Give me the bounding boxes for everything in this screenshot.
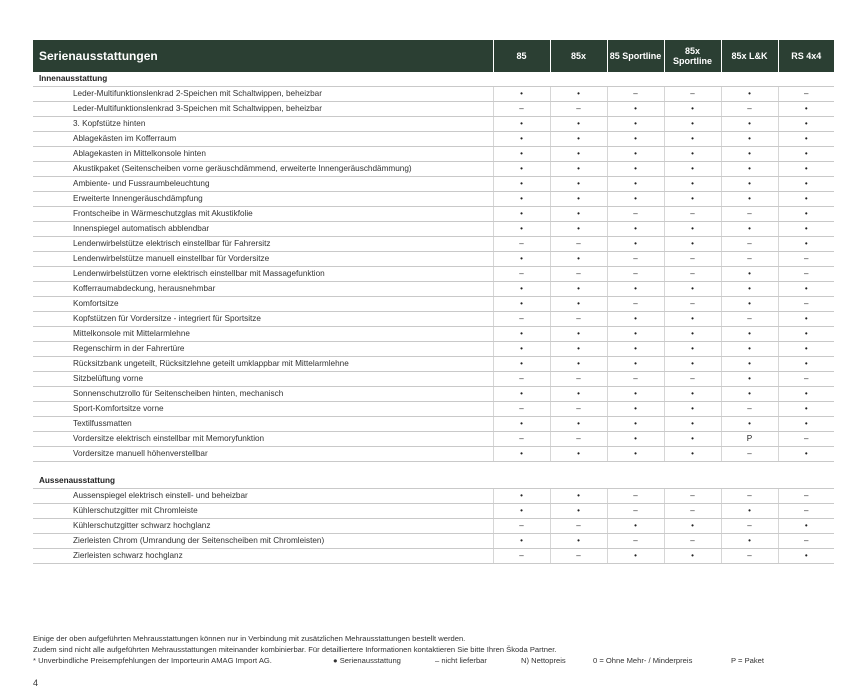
feature-label: Vordersitze elektrisch einstellbar mit Memoryfunktion [33, 432, 493, 447]
footer-note: Zudem sind nicht alle aufgeführten Mehrausstattungen miteinander kombinierbar. Für detailliertere Informationen kontaktieren Sie bitte Ihren Škoda Partner. [33, 645, 557, 654]
availability-cell: • [550, 192, 607, 207]
availability-cell: – [550, 402, 607, 417]
availability-cell: • [664, 132, 721, 147]
availability-cell: • [664, 282, 721, 297]
table-row [33, 252, 834, 267]
availability-cell: • [607, 432, 664, 447]
feature-label: Ablagekasten in Mittelkonsole hinten [33, 147, 493, 162]
availability-cell: • [493, 147, 550, 162]
model-header: 85x [550, 40, 607, 72]
model-header: 85x Sportline [664, 40, 721, 72]
availability-cell: – [607, 489, 664, 504]
availability-cell: – [664, 534, 721, 549]
availability-cell: • [721, 327, 778, 342]
availability-cell: • [607, 312, 664, 327]
feature-label: Textilfussmatten [33, 417, 493, 432]
table-row [33, 549, 834, 564]
equipment-table [33, 40, 834, 564]
feature-label: Lendenwirbelstütze manuell einstellbar für Vordersitze [33, 252, 493, 267]
availability-cell: – [607, 297, 664, 312]
availability-cell: • [778, 447, 834, 462]
model-header: 85 Sportline [607, 40, 664, 72]
availability-cell: – [721, 207, 778, 222]
availability-cell: – [664, 489, 721, 504]
spacer-cell [33, 462, 834, 475]
table-row [33, 117, 834, 132]
availability-cell: • [607, 447, 664, 462]
availability-cell: – [493, 102, 550, 117]
footer-notes [33, 633, 853, 666]
model-header: 85x L&K [721, 40, 778, 72]
availability-cell: • [550, 387, 607, 402]
availability-cell: – [664, 267, 721, 282]
feature-label: Ablagekästen im Kofferraum [33, 132, 493, 147]
availability-cell: • [664, 357, 721, 372]
feature-label: Komfortsitze [33, 297, 493, 312]
feature-label: Sonnenschutzrollo für Seitenscheiben hinten, mechanisch [33, 387, 493, 402]
availability-cell: • [721, 282, 778, 297]
availability-cell: – [607, 207, 664, 222]
feature-label: Zierleisten schwarz hochglanz [33, 549, 493, 564]
legend-item: P = Paket [731, 656, 765, 665]
availability-cell: – [493, 402, 550, 417]
availability-cell: • [721, 87, 778, 102]
table-row [33, 207, 834, 222]
availability-cell: • [550, 147, 607, 162]
model-header: 85 [493, 40, 550, 72]
availability-cell: – [778, 297, 834, 312]
availability-cell: – [721, 402, 778, 417]
availability-cell: – [721, 447, 778, 462]
feature-label: Mittelkonsole mit Mittelarmlehne [33, 327, 493, 342]
availability-cell: – [493, 372, 550, 387]
feature-label: Aussenspiegel elektrisch einstell- und beheizbar [33, 489, 493, 504]
availability-cell: • [607, 132, 664, 147]
availability-cell: • [493, 417, 550, 432]
availability-cell: • [664, 177, 721, 192]
legend-item: * Unverbindliche Preisempfehlungen der Importeurin AMAG Import AG. [33, 656, 272, 665]
table-row [33, 417, 834, 432]
table-row [33, 342, 834, 357]
legend-item: N) Nettopreis [521, 656, 566, 665]
availability-cell: • [550, 327, 607, 342]
availability-cell: • [493, 327, 550, 342]
table-row [33, 504, 834, 519]
availability-cell: • [607, 102, 664, 117]
table-row [33, 534, 834, 549]
availability-cell: • [778, 327, 834, 342]
availability-cell: • [607, 519, 664, 534]
availability-cell: – [607, 534, 664, 549]
availability-cell: • [550, 342, 607, 357]
feature-label: Ambiente- und Fussraumbeleuchtung [33, 177, 493, 192]
section-spacer [33, 462, 834, 475]
legend-item: 0 = Ohne Mehr- / Minderpreis [593, 656, 693, 665]
availability-cell: • [721, 504, 778, 519]
availability-cell: • [721, 357, 778, 372]
table-row [33, 372, 834, 387]
table-row [33, 282, 834, 297]
availability-cell: – [721, 252, 778, 267]
table-row [33, 177, 834, 192]
availability-cell: P [721, 432, 778, 447]
availability-cell: – [493, 519, 550, 534]
availability-cell: • [550, 252, 607, 267]
feature-label: Innenspiegel automatisch abblendbar [33, 222, 493, 237]
availability-cell: • [778, 282, 834, 297]
availability-cell: • [778, 417, 834, 432]
availability-cell: – [607, 372, 664, 387]
availability-cell: – [550, 549, 607, 564]
availability-cell: – [550, 267, 607, 282]
table-row [33, 147, 834, 162]
availability-cell: – [778, 534, 834, 549]
availability-cell: • [607, 549, 664, 564]
availability-cell: • [493, 117, 550, 132]
availability-cell: – [550, 432, 607, 447]
availability-cell: • [721, 372, 778, 387]
availability-cell: • [778, 237, 834, 252]
availability-cell: • [721, 117, 778, 132]
availability-cell: • [607, 417, 664, 432]
availability-cell: – [778, 489, 834, 504]
table-row [33, 162, 834, 177]
availability-cell: • [550, 447, 607, 462]
availability-cell: • [721, 534, 778, 549]
availability-cell: • [664, 342, 721, 357]
availability-cell: – [721, 489, 778, 504]
table-row [33, 402, 834, 417]
section-title: Innenausstattung [33, 72, 834, 87]
availability-cell: – [493, 267, 550, 282]
availability-cell: • [721, 177, 778, 192]
legend-item: ● Serienausstattung [333, 656, 401, 665]
availability-cell: • [550, 297, 607, 312]
availability-cell: • [778, 192, 834, 207]
availability-cell: • [607, 327, 664, 342]
availability-cell: • [493, 342, 550, 357]
availability-cell: • [550, 132, 607, 147]
availability-cell: • [664, 117, 721, 132]
availability-cell: – [721, 549, 778, 564]
feature-label: Leder-Multifunktionslenkrad 3-Speichen mit Schaltwippen, beheizbar [33, 102, 493, 117]
availability-cell: • [550, 207, 607, 222]
availability-cell: – [721, 519, 778, 534]
availability-cell: • [721, 267, 778, 282]
availability-cell: – [778, 504, 834, 519]
availability-cell: • [721, 417, 778, 432]
availability-cell: • [493, 357, 550, 372]
availability-cell: • [664, 519, 721, 534]
availability-cell: • [664, 147, 721, 162]
table-header-row [33, 40, 834, 72]
availability-cell: • [550, 162, 607, 177]
table-row [33, 387, 834, 402]
feature-label: Lendenwirbelstütze elektrisch einstellbar für Fahrersitz [33, 237, 493, 252]
availability-cell: • [607, 237, 664, 252]
availability-cell: • [778, 342, 834, 357]
availability-cell: • [721, 342, 778, 357]
availability-cell: – [664, 252, 721, 267]
table-row [33, 297, 834, 312]
availability-cell: • [721, 162, 778, 177]
availability-cell: • [493, 252, 550, 267]
feature-label: Kofferraumabdeckung, herausnehmbar [33, 282, 493, 297]
availability-cell: • [778, 357, 834, 372]
availability-cell: • [493, 534, 550, 549]
feature-label: Regenschirm in der Fahrertüre [33, 342, 493, 357]
availability-cell: • [493, 162, 550, 177]
availability-cell: • [721, 132, 778, 147]
availability-cell: – [550, 519, 607, 534]
feature-label: Zierleisten Chrom (Umrandung der Seitenscheiben mit Chromleisten) [33, 534, 493, 549]
availability-cell: • [493, 282, 550, 297]
availability-cell: – [721, 102, 778, 117]
availability-cell: • [550, 417, 607, 432]
feature-label: Kühlerschutzgitter schwarz hochglanz [33, 519, 493, 534]
availability-cell: – [721, 312, 778, 327]
feature-label: Kopfstützen für Vordersitze - integriert für Sportsitze [33, 312, 493, 327]
availability-cell: – [778, 267, 834, 282]
availability-cell: – [721, 237, 778, 252]
availability-cell: • [664, 387, 721, 402]
table-row [33, 312, 834, 327]
table-row [33, 87, 834, 102]
availability-cell: • [664, 549, 721, 564]
feature-label: Sitzbelüftung vorne [33, 372, 493, 387]
availability-cell: • [778, 177, 834, 192]
availability-cell: • [778, 387, 834, 402]
availability-cell: – [778, 252, 834, 267]
availability-cell: • [664, 192, 721, 207]
availability-cell: • [721, 192, 778, 207]
availability-cell: • [607, 162, 664, 177]
availability-cell: • [664, 312, 721, 327]
feature-label: Leder-Multifunktionslenkrad 2-Speichen mit Schaltwippen, beheizbar [33, 87, 493, 102]
spec-table-container [33, 40, 834, 564]
availability-cell: • [607, 177, 664, 192]
feature-label: Sport-Komfortsitze vorne [33, 402, 493, 417]
model-header: RS 4x4 [778, 40, 834, 72]
availability-cell: • [550, 357, 607, 372]
availability-cell: – [607, 87, 664, 102]
availability-cell: • [721, 387, 778, 402]
availability-cell: – [550, 102, 607, 117]
availability-cell: • [721, 147, 778, 162]
section-header-row [33, 72, 834, 87]
feature-label: Vordersitze manuell höhenverstellbar [33, 447, 493, 462]
availability-cell: • [550, 282, 607, 297]
availability-cell: • [721, 222, 778, 237]
table-title: Serienausstattungen [33, 40, 493, 72]
availability-cell: • [778, 132, 834, 147]
availability-cell: • [778, 222, 834, 237]
availability-cell: • [778, 549, 834, 564]
availability-cell: – [493, 432, 550, 447]
page-number: 4 [33, 678, 39, 688]
availability-cell: • [664, 417, 721, 432]
availability-cell: • [493, 192, 550, 207]
availability-cell: • [778, 312, 834, 327]
availability-cell: – [550, 372, 607, 387]
availability-cell: • [550, 489, 607, 504]
table-row [33, 489, 834, 504]
availability-cell: • [607, 357, 664, 372]
feature-label: Lendenwirbelstützen vorne elektrisch einstellbar mit Massagefunktion [33, 267, 493, 282]
availability-cell: • [778, 117, 834, 132]
availability-cell: – [664, 297, 721, 312]
availability-cell: • [778, 519, 834, 534]
availability-cell: – [664, 207, 721, 222]
availability-cell: • [778, 402, 834, 417]
availability-cell: • [664, 447, 721, 462]
availability-cell: • [550, 222, 607, 237]
availability-cell: • [607, 387, 664, 402]
availability-cell: – [493, 312, 550, 327]
availability-cell: • [550, 177, 607, 192]
availability-cell: • [493, 207, 550, 222]
availability-cell: – [607, 504, 664, 519]
feature-label: Kühlerschutzgitter mit Chromleiste [33, 504, 493, 519]
availability-cell: • [607, 117, 664, 132]
availability-cell: • [607, 147, 664, 162]
availability-cell: – [778, 87, 834, 102]
table-row [33, 132, 834, 147]
availability-cell: • [607, 192, 664, 207]
availability-cell: – [550, 312, 607, 327]
availability-cell: • [664, 162, 721, 177]
table-row [33, 192, 834, 207]
table-row [33, 432, 834, 447]
availability-cell: • [778, 162, 834, 177]
availability-cell: • [607, 342, 664, 357]
table-row [33, 102, 834, 117]
section-header-row [33, 474, 834, 489]
availability-cell: • [778, 102, 834, 117]
availability-cell: • [721, 297, 778, 312]
section-title: Aussenausstattung [33, 474, 834, 489]
feature-label: Akustikpaket (Seitenscheiben vorne geräuschdämmend, erweiterte Innengeräuschdämmung) [33, 162, 493, 177]
availability-cell: • [778, 207, 834, 222]
availability-cell: • [493, 297, 550, 312]
table-row [33, 237, 834, 252]
availability-cell: • [607, 282, 664, 297]
availability-cell: – [778, 432, 834, 447]
availability-cell: – [493, 549, 550, 564]
table-row [33, 222, 834, 237]
availability-cell: • [493, 387, 550, 402]
table-row [33, 519, 834, 534]
feature-label: Erweiterte Innengeräuschdämpfung [33, 192, 493, 207]
availability-cell: • [664, 102, 721, 117]
availability-cell: • [664, 402, 721, 417]
availability-cell: – [664, 372, 721, 387]
availability-cell: • [550, 87, 607, 102]
availability-cell: • [493, 222, 550, 237]
availability-cell: • [778, 147, 834, 162]
availability-cell: • [664, 432, 721, 447]
availability-cell: – [664, 87, 721, 102]
availability-cell: • [493, 489, 550, 504]
availability-cell: • [607, 402, 664, 417]
table-row [33, 267, 834, 282]
feature-label: Frontscheibe in Wärmeschutzglas mit Akustikfolie [33, 207, 493, 222]
availability-cell: • [493, 177, 550, 192]
availability-cell: • [493, 132, 550, 147]
table-row [33, 357, 834, 372]
availability-cell: – [493, 237, 550, 252]
availability-cell: • [664, 327, 721, 342]
table-row [33, 447, 834, 462]
availability-cell: • [550, 117, 607, 132]
availability-cell: – [607, 267, 664, 282]
availability-cell: • [550, 534, 607, 549]
availability-cell: – [778, 372, 834, 387]
footer-note: Einige der oben aufgeführten Mehrausstattungen können nur in Verbindung mit zusätzlichen Mehrausstattungen bestellt werden. [33, 634, 466, 643]
availability-cell: • [550, 504, 607, 519]
legend-item: – nicht lieferbar [435, 656, 487, 665]
availability-cell: • [493, 447, 550, 462]
availability-cell: • [664, 222, 721, 237]
availability-cell: – [550, 237, 607, 252]
availability-cell: • [607, 222, 664, 237]
feature-label: 3. Kopfstütze hinten [33, 117, 493, 132]
availability-cell: – [607, 252, 664, 267]
availability-cell: • [664, 237, 721, 252]
legend [33, 655, 853, 666]
feature-label: Rücksitzbank ungeteilt, Rücksitzlehne geteilt umklappbar mit Mittelarmlehne [33, 357, 493, 372]
availability-cell: – [664, 504, 721, 519]
availability-cell: • [493, 87, 550, 102]
table-row [33, 327, 834, 342]
availability-cell: • [493, 504, 550, 519]
